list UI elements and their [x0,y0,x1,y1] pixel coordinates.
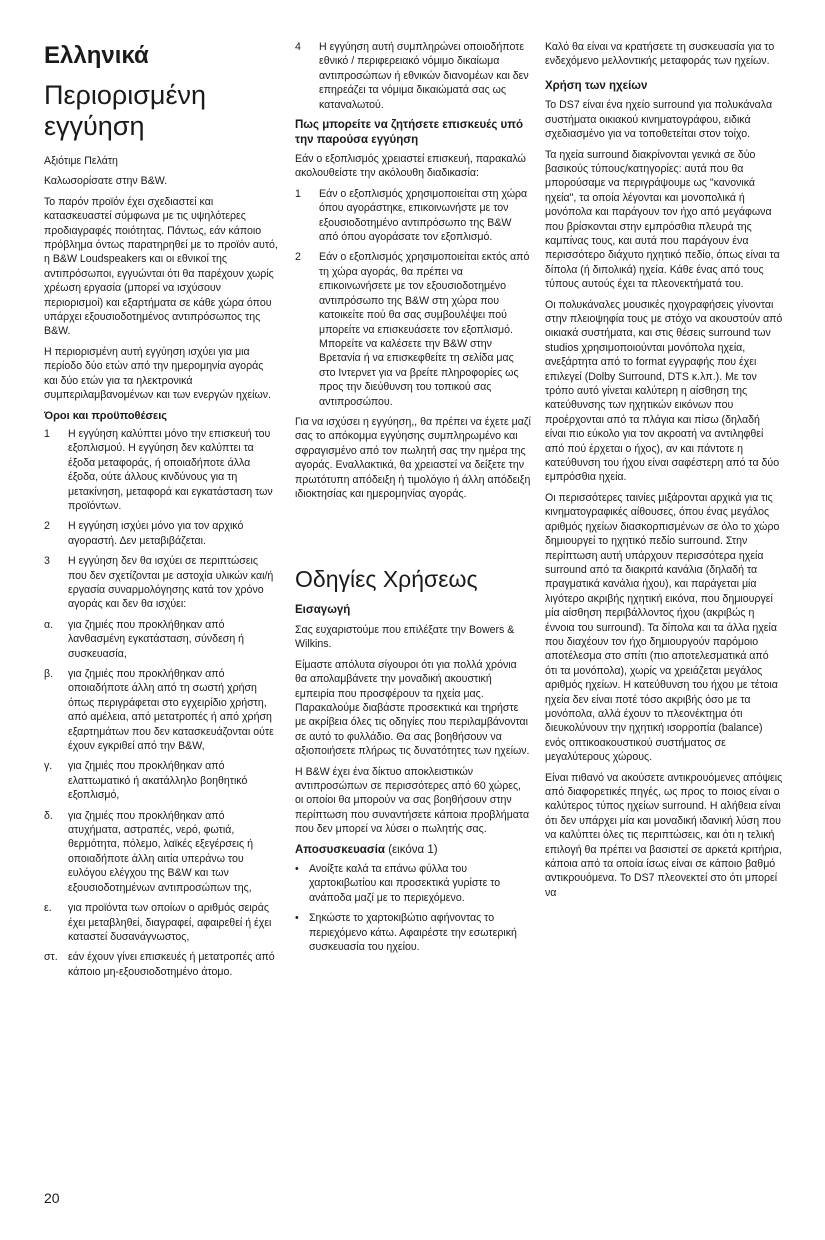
terms-heading: Όροι και προϋποθέσεις [44,409,167,422]
warranty-paragraph-1: Το παρόν προϊόν έχει σχεδιαστεί και κατασκευαστεί σύμφωνα με τις υψηλότερες προδιαγραφές ποιότητας. Πάντως, εάν κάποιο πρόβλημα όντως παρατηρηθεί με το προϊόν αυτό, η B&W Loudspeakers και οι εθνικοί της αντιπρόσωποι, εγγυώνται ότι θα παρέχουν χωρίς χρέωση εργασία (μπορεί να ισχύσουν περιορισμοί) και εξαρτήματα σε κάθε χώρα όπου υπάρχει εξουσιοδοτημένος αντιπρόσωπος της B&W. [44,195,278,338]
list-item: • Ανοίξτε καλά τα επάνω φύλλα του χαρτοκιβωτίου και προσεκτικά γυρίστε το ανάποδα μαζί με το περιεχόμενο. [295,863,501,904]
column-2 [295,40,531,961]
bullet-icon: • [295,863,299,876]
use-paragraph-4: Οι περισσότερες ταινίες μιξάρονται αρχικά για τις κινηματογραφικές αίθουσες, όπου ένας μεγάλος αριθμός ηχείων διασκορπισμένων σε όλο το χώρο δημιουργεί το ηχητικό πεδίο surround. Στην περίπτωση αυτή υπάρχουν περισσότερα ηχεία surround από τα διακριτά κανάλια (δηλαδή τα πραγματικά κανάλια ήχου), και παράγεται μία λιγότερο ακριβής ηχητική εικόνα, που δημιουργεί μία αίσθηση περιβάλλοντος ήχου (ακριβώς η έννοια του surround). Τα δίπολα και τα άλλα ηχεία που διαχέουν τον ήχο δημιουργούν παρόμοιο αποτέλεσμα στο σπίτι (πιο αποτελεσματικά από ότι τα μονόπολα), χωρίς να χρειάζεται μεγάλος αριθμός ηχείων. Η κατεύθυνση του ήχου με τέτοια ηχεία δεν είναι ποτέ τόσο ακριβής όσο με τα μονόπολα, αλλά έχουν το πλεονέκτημα ότι διευκολύνουν την ηχητική ισορροπία (balance) ενός οπτικοακουστικού συστήματος σε μεγαλύτερους χώρους. [545,491,780,764]
list-item: β. για ζημιές που προκλήθηκαν από οποιαδήποτε άλλη από τη σωστή χρήση όπως περιγράφεται στο εγχειρίδιο χρήστη, από αμέλεια, από μετατροπές ή από χρήση εξαρτημάτων που δεν κατασκευάζονται ούτε έχουν εγκριθεί από την B&W, [44,668,274,753]
figure-reference: (εικόνα 1) [388,843,438,856]
repair-steps [295,187,531,409]
list-item: γ. για ζημιές που προκλήθηκαν από ελαττωματικό ή ακατάλληλο βοηθητικό εξοπλισμό, [44,760,248,802]
use-paragraph-5: Είναι πιθανό να ακούσετε αντικρουόμενες απόψεις από διαφορετικές πηγές, ως προς το ποιος είναι ο καλύτερος τύπος ηχείων surround. Η αλήθεια είναι ότι δεν υπάρχει μία και μοναδική ιδανική λύση που να καλύπτει όλες τις περιπτώσεις, και ότι η τελική επιλογή θα πρέπει να βασιστεί σε αρκετά κριτήρια, κάποια από τα οποία ίσως είναι σε κάποιο βαθμό αντικρουόμενα. Το DS7 πλεονεκτεί στο ότι μπορεί να [545,771,783,899]
use-paragraph-3: Οι πολυκάναλες μουσικές ηχογραφήσεις γίνονται στην πλειοψηφία τους με στόχο να ακουστούν από οικιακά συστήματα, και στις θέσεις surround των studios χρησιμοποιούνται μονόπολα ηχεία, ανεξάρτητα από το format εγγραφής που έχει επιλεγεί (Dolby Surround, DTS κ.λπ.). Με τον τρόπο αυτό γίνεται καλύτερη η αίσθηση της κατεύθυνσης των ηχητικών εικόνων που προέρχονται από τα πλάγια και πίσω (δηλαδή είναι πιο εύκολο για τον ακροατή να αντιληφθεί από πού έρχεται ο ήχος), αν και πάντοτε η κατεύθυνση του ήχου είναι σαφέστερη από τα δύο εμπρόσθια ηχεία. [545,298,783,484]
unpack-list [295,862,531,954]
list-item: δ. για ζημιές που προκλήθηκαν από ατυχήματα, αστραπές, νερό, φωτιά, θερμότητα, πόλεμο, λαϊκές εξεγέρσεις ή οποιαδήποτε άλλη αιτία υπεράνω του ευλόγου ελέγχου της B&W και των εξουσιοδοτημένων αντιπροσώπων της, [44,809,253,894]
list-item: 4 Η εγγύηση αυτή συμπληρώνει οποιοδήποτε εθνικό / περιφερειακό νόμιμο δικαίωμα αντιπροσώπων ή εθνικών διανομέων και δεν επηρεάζει τα νόμιμα δικαιώματά σας ως καταναλωτού. [295,41,529,111]
unpack-heading: Αποσυσκευασία (εικόνα 1) [295,843,438,856]
use-paragraph-1: Το DS7 είναι ένα ηχείο surround για πολυκάναλα συστήματα οικιακού κινηματογράφου, ειδικά σχεδιασμένο για να τοποθετείται στον τοίχο. [545,99,773,141]
list-item: • Σηκώστε το χαρτοκιβώτιο αφήνοντας το περιεχόμενο κάτω. Αφαιρέστε την εσωτερική συσκευασία του ηχείου. [295,912,517,954]
list-item: 3 Η εγγύηση δεν θα ισχύει σε περιπτώσεις που δεν σχετίζονται με αστοχία υλικών και/ή εργασία συναρμολόγησης κατά τον χρόνο αγοράς και δεν θα ισχύει: [44,555,274,611]
column-1 [44,40,278,985]
welcome: Καλωσορίσατε στην B&W. [44,175,168,188]
list-item: ε. για προϊόντα των οποίων ο αριθμός σειράς έχει μεταβληθεί, διαγραφεί, αφαιρεθεί ή έχει καταστεί δυσανάγνωστος, [44,902,272,943]
repair-heading: Πως μπορείτε να ζητήσετε επισκευές υπό την παρούσα εγγύηση [295,119,524,146]
repair-intro: Εάν ο εξοπλισμός χρειαστεί επισκευή, παρακαλώ ακολουθείστε την ακόλουθη διαδικασία: [295,153,526,180]
greeting: Αξιότιμε Πελάτη [44,155,118,167]
list-item: α. για ζημιές που προκλήθηκαν από λανθασμένη εγκατάσταση, σύνδεση ή συσκευασία, [44,618,245,660]
list-item: στ. εάν έχουν γίνει επισκευές ή μετατροπές από κάποιο μη-εξουσιοδοτημένο άτομο. [44,951,275,978]
use-paragraph-2: Τα ηχεία surround διακρίνονται γενικά σε δύο βασικούς τύπους/κατηγορίες: αυτά που θα μπορούσαμε να περιγράψουμε ως "κανονικά ηχεία", τα οποία λέγονται και μονοπολικά ή μονόπολα και παράγουν τον ήχο από μεγάφωνα που βρίσκονται στην εμπρόσθια πλευρά της καμπίνας τους, και αυτά που παράγουν ένα περισσότερο διάχυτο ηχητικό πεδίο, όπως είναι τα δίπολα (ή διπολικά) ηχεία. Κάθε ένας από τους τύπους αυτούς έχει τα πλεονεκτήματά του. [545,148,780,291]
intro-paragraph-2: Είμαστε απόλυτα σίγουροι ότι για πολλά χρόνια θα απολαμβάνετε την μοναδική ακουστική εμπειρία που προσφέρουν τα ηχεία μας. Παρακαλούμε διαβάστε προσεκτικά και τηρήστε με ακρίβεια όλες τις οδηγίες που περιλαμβάνονται σε αυτό το φυλλάδιο. Θα σας βοηθήσουν να αξιοποιήσετε πλήρως τις δυνατότητες των ηχείων. [295,658,530,758]
list-item: 2 Εάν ο εξοπλισμός χρησιμοποιείται εκτός από τη χώρα αγοράς, θα πρέπει να επικοινωνήσετε με τον εξουσιοδοτημένο αντιπρόσωπο της B&W στη χώρα που κατοικείτε πού θα σας συμβουλέψει πού μπορείτε να επισκευάσετε τον εξοπλισμό. Μπορείτε να καλέσετε την B&W στην Βρετανία ή να επισκεφθείτε τη σελίδα μας στο Ιντερνετ για να βρείτε πληροφορίες ως προς την διεύθυνση του τοπικού σας αντιπροσώπου. [295,251,530,408]
page-number: 20 [44,1190,60,1206]
repair-outro: Για να ισχύσει η εγγύηση,, θα πρέπει να έχετε μαζί σας το απόκομμα εγγύησης συμπληρωμένο και σφραγισμένο από τον πωλητή σας την ημέρα της αγοράς. Εναλλακτικά, θα χρειαστεί να δείξετε την πρωτότυπη απόδειξη ή τιμολόγιο ή άλλη απόδειξη ιδιοκτησίας και ημερομηνίας αγοράς. [295,415,531,500]
bullet-icon: • [295,912,299,925]
list-item: 1 Η εγγύηση καλύπτει μόνο την επισκευή του εξοπλισμού. Η εγγύηση δεν καλύπτει τα έξοδα μεταφοράς, ή οποιαδήποτε άλλα έξοδα, ούτε άλλους κινδύνους για τη μετακίνηση, μεταφορά και εγκατάσταση των προϊόντων. [44,427,273,512]
speaker-use-heading: Χρήση των ηχείων [545,79,648,92]
manual-title: Οδηγίες Χρήσεως [295,566,478,593]
packaging-note: Καλό θα είναι να κρατήσετε τη συσκευασία για το ενδεχόμενο μελλοντικής μεταφοράς των ηχείων. [545,41,775,68]
list-item: 2 Η εγγύηση ισχύει μόνο για τον αρχικό αγοραστή. Δεν μεταβιβάζεται. [44,520,244,547]
language-heading: Ελληνικά [44,42,149,69]
intro-paragraph-1: Σας ευχαριστούμε που επιλέξατε την Bowers & Wilkins. [295,623,515,651]
list-item: 1 Εάν ο εξοπλισμός χρησιμοποιείται στη χώρα όπου αγοράστηκε, επικοινωνήστε με τον εξουσιοδοτημένο αντιπρόσωπο της B&W από όπου αγοράσατε τον εξοπλισμό. [295,187,528,244]
warranty-paragraph-2: Η περιορισμένη αυτή εγγύηση ισχύει για μια περίοδο δύο ετών από την ημερομηνία αγοράς και δύο ετών για τα ηλεκτρονικά συμπεριλαμβανομένων και των ενεργών ηχείων. [44,345,272,402]
intro-heading: Εισαγωγή [295,604,351,617]
column-3 [545,40,783,906]
warranty-title: Περιορισμένη εγγύηση [44,80,207,141]
intro-paragraph-3: Η B&W έχει ένα δίκτυο αποκλειστικών αντιπροσώπων σε περισσότερες από 60 χώρες, οι οποίοι θα μπορούν να σας βοηθήσουν στην περίπτωση που συναντήσετε κάποια προβλήματα που δεν μπορεί να λύσει ο πωλητής σας. [295,765,530,836]
terms-list [44,427,278,979]
